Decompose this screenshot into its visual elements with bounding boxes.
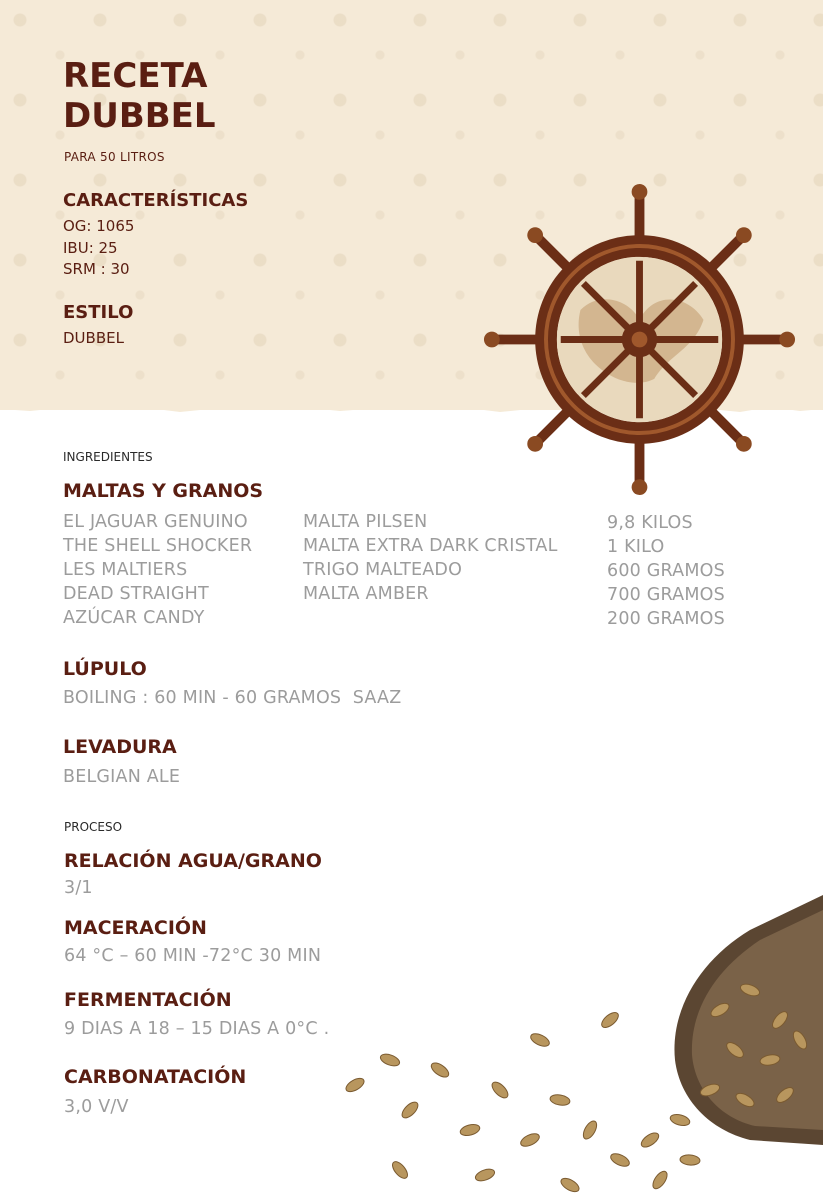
list-item: AZÚCAR CANDY — [63, 608, 205, 628]
fermentation-heading: FERMENTACIÓN — [64, 989, 232, 1011]
style-value: DUBBEL — [63, 329, 124, 347]
list-item: 200 GRAMOS — [607, 609, 725, 629]
mash-value: 64 °C – 60 MIN -72°C 30 MIN — [64, 946, 322, 966]
list-item: LES MALTIERS — [63, 560, 188, 580]
title-line-1: RECETA — [63, 56, 208, 96]
list-item: 9,8 KILOS — [607, 513, 693, 533]
list-item: MALTA PILSEN — [303, 512, 428, 532]
ships-wheel-icon — [482, 182, 797, 497]
style-heading: ESTILO — [63, 302, 134, 323]
ibu-value: IBU: 25 — [63, 239, 118, 257]
malts-type-column — [303, 510, 558, 606]
characteristics-heading: CARACTERÍSTICAS — [63, 190, 249, 211]
list-item: EL JAGUAR GENUINO — [63, 512, 248, 532]
water-grain-ratio-value: 3/1 — [64, 878, 93, 898]
srm-value: SRM : 30 — [63, 260, 130, 278]
process-label: PROCESO — [64, 820, 123, 834]
fermentation-value: 9 DIAS A 18 – 15 DIAS A 0°C . — [64, 1019, 330, 1039]
batch-size: PARA 50 LITROS — [64, 150, 165, 164]
hops-heading: LÚPULO — [63, 658, 147, 680]
ingredients-label: INGREDIENTES — [63, 450, 153, 464]
recipe-title — [63, 56, 363, 136]
list-item: 700 GRAMOS — [607, 585, 725, 605]
title-line-2: DUBBEL — [63, 96, 216, 136]
malt-grains-scoop-icon — [330, 890, 823, 1200]
malts-brand-column — [63, 510, 252, 630]
yeast-heading: LEVADURA — [63, 736, 177, 758]
list-item: 600 GRAMOS — [607, 561, 725, 581]
mash-heading: MACERACIÓN — [64, 917, 207, 939]
og-value: OG: 1065 — [63, 217, 135, 235]
list-item: MALTA EXTRA DARK CRISTAL — [303, 536, 558, 556]
list-item: 1 KILO — [607, 537, 665, 557]
malts-quantity-column — [607, 511, 725, 631]
list-item: MALTA AMBER — [303, 584, 429, 604]
list-item: TRIGO MALTEADO — [303, 560, 463, 580]
list-item: DEAD STRAIGHT — [63, 584, 209, 604]
carbonation-value: 3,0 V/V — [64, 1097, 129, 1117]
hops-value: BOILING : 60 MIN - 60 GRAMOS SAAZ — [63, 688, 402, 708]
list-item: THE SHELL SHOCKER — [63, 536, 253, 556]
carbonation-heading: CARBONATACIÓN — [64, 1066, 247, 1088]
yeast-value: BELGIAN ALE — [63, 767, 181, 787]
water-grain-ratio-heading: RELACIÓN AGUA/GRANO — [64, 850, 322, 872]
malts-heading: MALTAS Y GRANOS — [63, 480, 264, 502]
